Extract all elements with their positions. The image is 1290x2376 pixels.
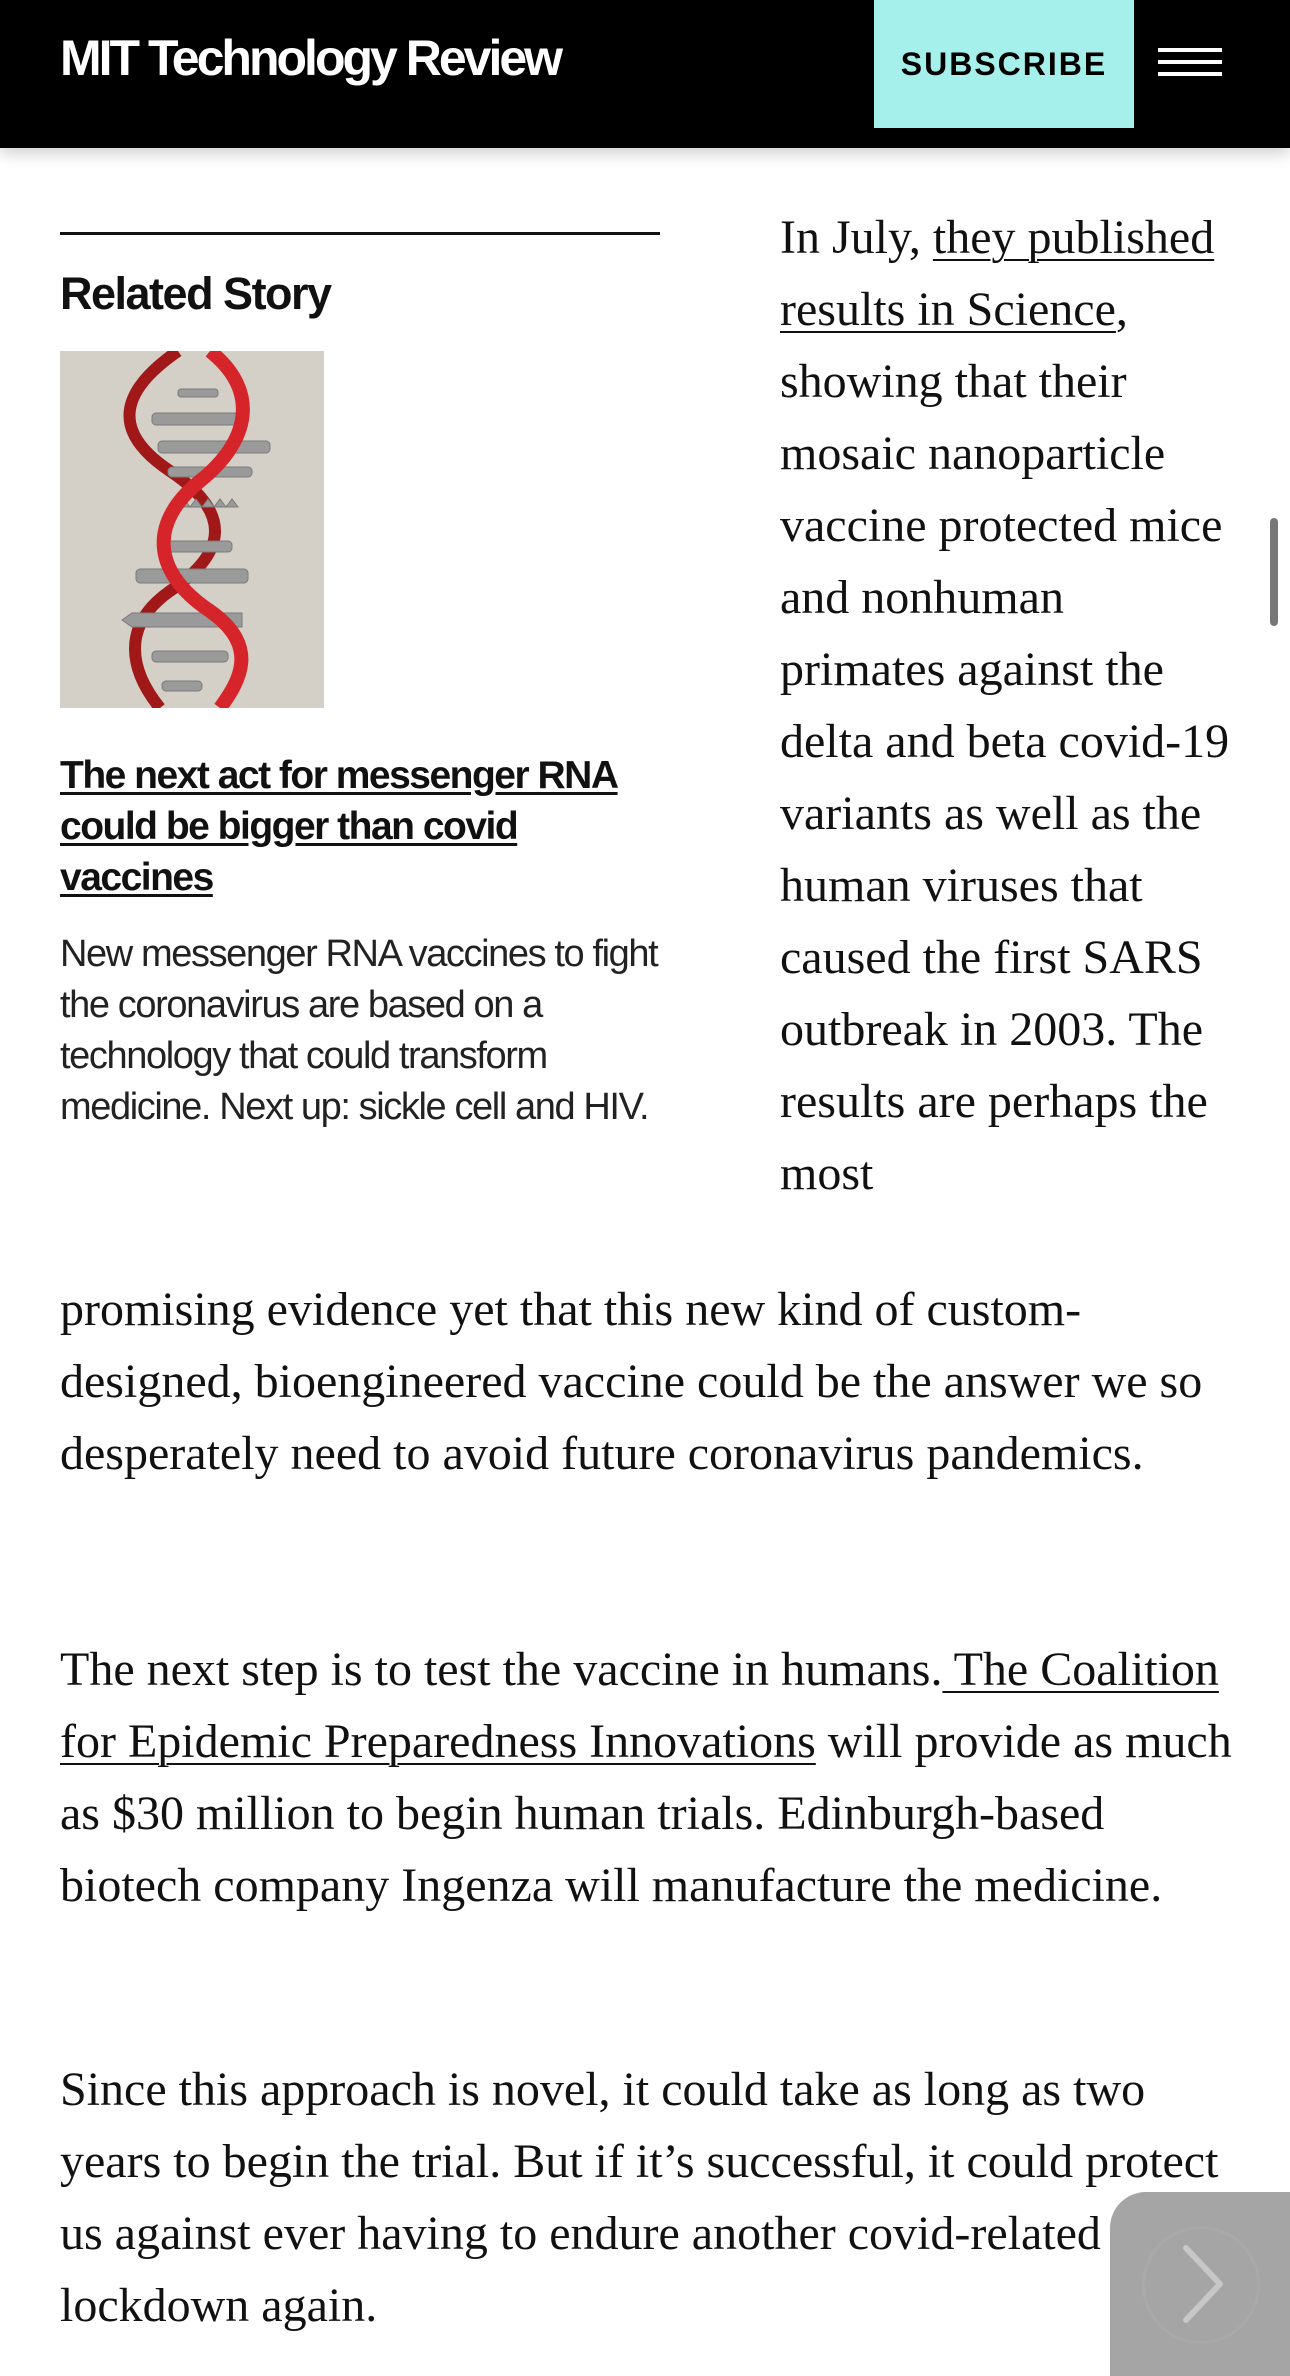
related-story-link[interactable]: The next act for messenger RNA could be bigger than covid vaccines: [60, 754, 618, 899]
site-logo[interactable]: MIT Technology Review: [60, 30, 561, 86]
site-header: [0, 0, 1290, 148]
chevron-right-icon: [1110, 2192, 1290, 2376]
paragraph-text: The next step is to test the vaccine in humans.: [60, 1643, 943, 1696]
related-story-heading: Related Story: [60, 268, 331, 319]
article-paragraph-1: [780, 202, 1240, 1210]
paragraph-text: will provide as much as $30 million to begin human trials. Edinburgh-based biotech company Ingenza will manufacture the medicine.: [60, 1715, 1232, 1912]
related-story-description: New messenger RNA vaccines to fight the coronavirus are based on a technology that could transform medicine. Next up: sickle cell and HIV.: [60, 933, 658, 1128]
related-story: [60, 232, 660, 1133]
science-results-link[interactable]: they published results in Science: [780, 211, 1215, 336]
article-paragraph-2: [60, 1634, 1240, 1922]
paragraph-text: , showing that their mosaic nanoparticle vaccine protected mice and nonhuman primates against the delta and beta covid-19 variants as well as the human viruses that caused the first SARS outbreak in 2003. The results are perhaps the most: [780, 283, 1230, 1200]
hamburger-menu-icon[interactable]: [1158, 42, 1230, 82]
article-paragraph-1-continued: promising evidence yet that this new kind of custom-designed, bioengineered vaccine could be the answer we so desperately need to avoid future coronavirus pandemics.: [60, 1283, 1203, 1480]
related-story-image[interactable]: [60, 351, 324, 708]
cepi-link[interactable]: The Coalition for Epidemic Preparedness Innovations: [60, 1643, 1219, 1768]
next-button[interactable]: [1110, 2192, 1290, 2376]
article-paragraph-3: Since this approach is novel, it could take as long as two years to begin the trial. But if it’s successful, it could protect us against ever having to endure another covid-related lockdown again.: [60, 2063, 1219, 2332]
paragraph-text: In July,: [780, 211, 933, 264]
scrollbar[interactable]: [1270, 518, 1278, 626]
subscribe-button[interactable]: SUBSCRIBE: [874, 0, 1134, 128]
